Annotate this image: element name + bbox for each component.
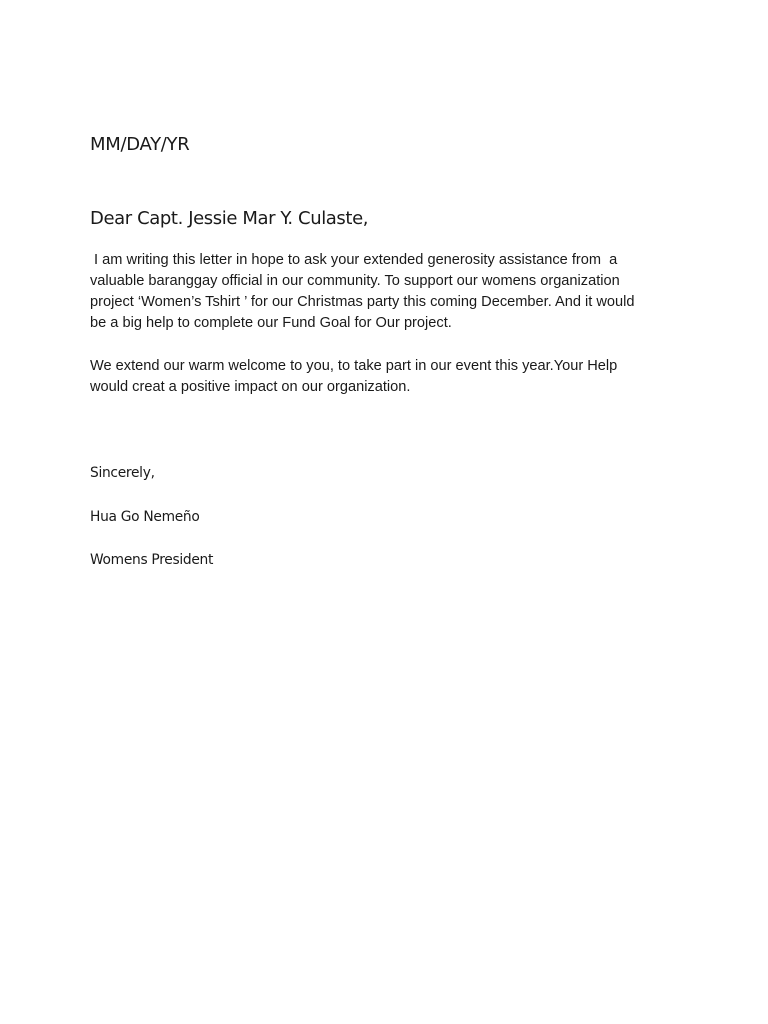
signer-title: Womens President bbox=[90, 552, 214, 568]
letter-date: MM/DAY/YR bbox=[90, 134, 190, 155]
body-line: I am writing this letter in hope to ask your extended generosity assistance from a bbox=[90, 252, 618, 268]
closing-phrase: Sincerely, bbox=[90, 465, 155, 481]
body-paragraph-2 bbox=[90, 356, 690, 398]
body-line: would creat a positive impact on our organization. bbox=[90, 379, 411, 395]
body-line: project ‘Women’s Tshirt ’ for our Christmas party this coming December. And it would bbox=[90, 294, 635, 310]
body-line: be a big help to complete our Fund Goal for Our project. bbox=[90, 315, 452, 331]
body-line: We extend our warm welcome to you, to take part in our event this year.Your Help bbox=[90, 358, 618, 374]
body-paragraph-1 bbox=[90, 250, 690, 334]
signer-name: Hua Go Nemeño bbox=[90, 509, 200, 525]
salutation: Dear Capt. Jessie Mar Y. Culaste, bbox=[90, 208, 369, 229]
body-line: valuable baranggay official in our community. To support our womens organization bbox=[90, 273, 620, 289]
